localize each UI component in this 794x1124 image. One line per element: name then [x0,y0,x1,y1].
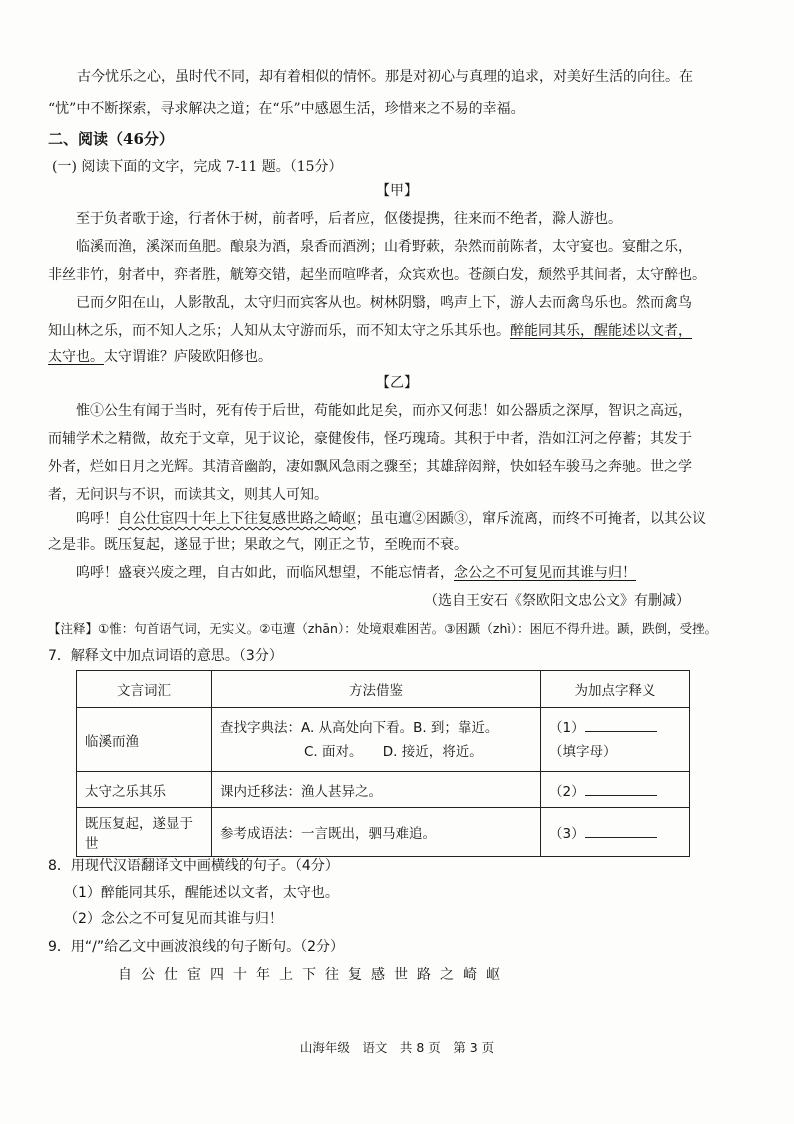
row-1-answer-label: （1） [549,719,585,736]
row-2-word: 太守之乐其乐 [77,772,212,808]
yi-para-2b: 之是非。既压复起，遂显于世；果敢之气，刚正之节，至晚而不衰。 [48,537,468,553]
underlined-sentence-yi: 念公之不可复见而其谁与归！ [454,565,636,581]
intro-line-2: “忧”中不断探索，寻求解决之道；在“乐”中感恩生活，珍惜来之不易的幸福。 [48,101,525,117]
table-row [77,708,690,772]
jia-para-2b: 非丝非竹，射者中，弈者胜，觥筹交错，起坐而喧哗者，众宾欢也。苍颜白发，颓然乎其间者，太守醉也。 [48,267,706,283]
jia-para-3b [48,320,692,342]
yi-para-1d: 者，无问识与不识，而读其文，则其人可知。 [48,487,328,503]
answer-blank-1[interactable] [585,717,657,732]
question-8-title: 8．用现代汉语翻译文中画横线的句子。（4分） [48,858,339,874]
underlined-sentence-part-1: 醉能同其乐，醒能述以文者， [510,323,692,339]
header-answer: 为加点字释义 [541,671,690,708]
answer-blank-3[interactable] [585,823,657,838]
row-3-word: 既压复起，遂显于世 [77,808,212,857]
row-1-method-line-2: C. 面对。 D. 接近，将近。 [304,743,483,760]
yi-para-3-plain: 呜呼！盛衰兴废之理，自古如此，而临风想望，不能忘情者， [76,565,454,581]
question-7-title: 7．解释文中加点词语的意思。（3分） [48,648,283,664]
yi-para-1a: 惟①公生有闻于当时，死有传于后世，苟能如此足矣，而亦又何悲！如公器质之深厚，智识之高远， [76,403,692,419]
table-header-row [77,671,690,708]
jia-para-1: 至于负者歌于途，行者休于树，前者呼，后者应，伛偻提携，往来而不绝者，滁人游也。 [76,211,622,227]
row-1-method [212,708,541,772]
row-1-method-line-1: 查找字典法：A. 从高处向下看。B. 到；靠近。 [220,719,499,736]
text-jia-label: 【甲】 [376,183,418,199]
source-citation: （选自王安石《祭欧阳文忠公文》有删减） [424,593,690,609]
vocab-table [76,670,690,857]
row-2-answer-label: （2） [549,783,585,800]
jia-para-3c [48,346,272,368]
section-title: 二、阅读（46分） [48,130,174,148]
jia-para-2a: 临溪而渔，溪深而鱼肥。酿泉为酒，泉香而酒洌；山肴野蔌，杂然而前陈者，太守宴也。宴酣之乐， [76,239,692,255]
question-9-title: 9．用“/”给乙文中画波浪线的句子断句。（2分） [48,939,345,955]
yi-para-2a [76,508,706,530]
section-subtitle: (一) 阅读下面的文字，完成 7-11 题。（15分） [52,159,343,175]
underlined-sentence-part-2: 太守也。 [48,349,104,365]
table-row [77,772,690,808]
yi-para-1b: 而辅学术之精微，故充于文章，见于议论，豪健俊伟，怪巧瑰琦。其积于中者，浩如江河之停蓄；其发于 [48,431,692,447]
header-word: 文言词汇 [77,671,212,708]
annotations: 【注释】①惟：句首语气词，无实义。②屯邅（zhān）：处境艰难困苦。③困踬（zhì）：困厄不得升进。踬，跌倒，受挫。 [48,621,718,636]
row-3-answer-label: （3） [549,826,585,842]
row-2-method: 课内迁移法：渔人甚异之。 [212,772,541,808]
row-1-answer [541,708,690,772]
page-footer: 山海年级 语文 共 8 页 第 3 页 [299,1040,495,1055]
question-8-sentence-1: （1）醉能同其乐，醒能述以文者，太守也。 [64,885,339,901]
answer-blank-2[interactable] [585,781,657,796]
row-3-method: 参考成语法：一言既出，驷马难追。 [212,808,541,857]
jia-para-3b-plain: 知山林之乐，而不知人之乐；人知从太守游而乐，而不知太守之乐其乐也。 [48,323,510,339]
jia-para-3c-plain: 太守谓谁？庐陵欧阳修也。 [104,349,272,365]
yi-para-2a-pre: 呜呼！ [76,511,118,527]
row-2-answer [541,772,690,808]
yi-para-3 [76,562,636,584]
intro-line-1: 古今忧乐之心，虽时代不同，却有着相似的情怀。那是对初心与真理的追求，对美好生活的向往。在 [77,69,693,85]
yi-para-1c: 外者，烂如日月之光辉。其清音幽韵，凄如飘风急雨之骤至；其雄辞闳辩，快如轻车骏马之奔驰。世之学 [48,459,692,475]
row-1-word: 临溪而渔 [77,708,212,772]
row-3-answer [541,808,690,857]
row-1-answer-note: （填字母） [549,743,617,760]
question-8-sentence-2: （2）念公之不可复见而其谁与归！ [64,911,283,927]
header-method: 方法借鉴 [212,671,541,708]
table-row [77,808,690,857]
jia-para-3a: 已而夕阳在山，人影散乱，太守归而宾客从也。树林阴翳，鸣声上下，游人去而禽鸟乐也。然而禽鸟 [76,295,692,311]
question-9-sentence[interactable]: 自公仕宦四十年上下往复感世路之崎岖 [118,967,509,983]
wavy-underlined-sentence: 自公仕宦四十年上下往复感世路之崎岖 [118,511,356,527]
text-yi-label: 【乙】 [376,375,418,391]
yi-para-2a-post: ；虽屯邅②困踬③，窜斥流离，而终不可掩者，以其公议 [356,511,706,527]
